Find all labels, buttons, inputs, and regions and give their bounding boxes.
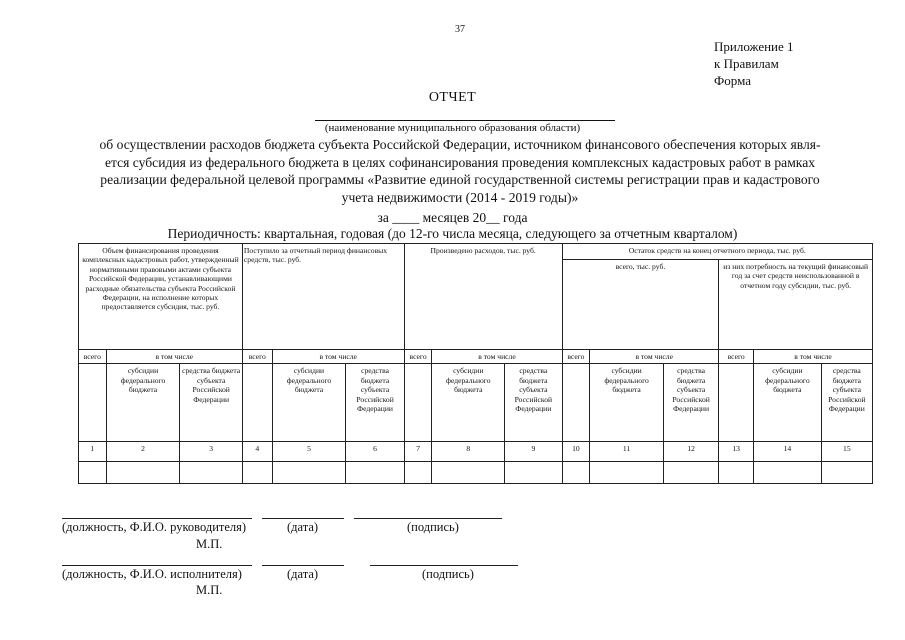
head-stamp: М.П. [196, 537, 223, 551]
data-cell[interactable] [562, 462, 590, 484]
empty-cell [404, 364, 432, 442]
executor-date-caption: (дата) [287, 567, 319, 581]
data-cell[interactable] [79, 462, 107, 484]
header-financing-volume: Объем финансирования проведения комплексных кадастровых работ, утвержденный нормативными правовыми актами субъекта Российской Федерации, устанавливающими расходные обязательства субъекта Российской Федерации, на исполнение которых предоставляется субсидия, тыс. руб. [79, 244, 243, 350]
subsidy-federal-header: субсидии федерального бюджета [106, 364, 180, 442]
signature-line-role [62, 518, 252, 519]
header-received-funds: Поступило за отчетный период финансовых средств, тыс. руб. [242, 244, 404, 350]
data-cell[interactable] [821, 462, 872, 484]
periodicity: Периодичность: квартальная, годовая (до 12-го числа месяца, следующего за отчетным кварталом) [167, 226, 738, 241]
data-cell[interactable] [663, 462, 718, 484]
name-caption: (наименование муниципального образования области) [324, 122, 581, 134]
header-expenses: Произведено расходов, тыс. руб. [404, 244, 562, 350]
total-header: всего [719, 350, 754, 364]
column-number: 13 [719, 442, 754, 462]
appendix-line-3: Форма [714, 73, 751, 88]
column-number: 1 [79, 442, 107, 462]
empty-cell [242, 364, 272, 442]
column-number: 6 [346, 442, 404, 462]
column-number: 5 [272, 442, 346, 462]
column-number: 10 [562, 442, 590, 462]
header-balance-total: всего, тыс. руб. [562, 260, 719, 350]
signature-line-date [262, 565, 344, 566]
executor-stamp: М.П. [196, 583, 223, 597]
including-header: в том числе [106, 350, 242, 364]
including-header: в том числе [754, 350, 873, 364]
head-date-caption: (дата) [287, 520, 319, 534]
column-number: 4 [242, 442, 272, 462]
empty-cell [562, 364, 590, 442]
name-underline [315, 120, 615, 121]
signature-line-sign [354, 518, 502, 519]
column-number-row [79, 442, 873, 462]
body-line-4: учета недвижимости (2014 - 2019 годы)» [341, 189, 579, 205]
regional-budget-header: средства бюджета субъекта Российской Федерации [663, 364, 718, 442]
subsidy-federal-header: субсидии федерального бюджета [272, 364, 346, 442]
column-number: 14 [754, 442, 822, 462]
data-cell[interactable] [719, 462, 754, 484]
total-header: всего [404, 350, 432, 364]
data-cell[interactable] [590, 462, 664, 484]
subsidy-federal-header: субсидии федерального бюджета [754, 364, 822, 442]
data-cell[interactable] [106, 462, 180, 484]
executor-sign-caption: (подпись) [422, 567, 474, 581]
data-cell[interactable] [242, 462, 272, 484]
total-header: всего [562, 350, 590, 364]
column-number: 8 [432, 442, 505, 462]
column-number: 15 [821, 442, 872, 462]
appendix-line-2: к Правилам [714, 56, 779, 71]
regional-budget-header: средства бюджета субъекта Российской Федерации [505, 364, 562, 442]
data-cell[interactable] [180, 462, 243, 484]
appendix-line-1: Приложение 1 [714, 39, 794, 54]
page-number: 37 [455, 24, 465, 35]
total-header: всего [242, 350, 272, 364]
appendix-block [714, 38, 794, 89]
signature-line-sign [370, 565, 518, 566]
data-cell[interactable] [272, 462, 346, 484]
including-header: в том числе [590, 350, 719, 364]
column-number: 7 [404, 442, 432, 462]
data-row [79, 462, 873, 484]
column-number: 12 [663, 442, 718, 462]
report-table [78, 243, 873, 484]
data-cell[interactable] [346, 462, 404, 484]
header-balance: Остаток средств на конец отчетного периода, тыс. руб. [562, 244, 872, 260]
body-line-2: ется субсидия из федерального бюджета в целях софинансирования проведения комплексных кадастровых работ в рамках [104, 154, 816, 170]
data-cell[interactable] [432, 462, 505, 484]
body-line-3: реализации федеральной целевой программы «Развитие единой государственной системы регистрации прав и кадастрового [100, 172, 820, 187]
subsidy-federal-header: субсидии федерального бюджета [432, 364, 505, 442]
data-cell[interactable] [754, 462, 822, 484]
including-header: в том числе [272, 350, 404, 364]
signature-line-date [262, 518, 344, 519]
empty-cell [719, 364, 754, 442]
data-cell[interactable] [505, 462, 562, 484]
report-description [60, 136, 860, 206]
data-cell[interactable] [404, 462, 432, 484]
head-role-caption: (должность, Ф.И.О. руководителя) [62, 520, 247, 534]
head-sign-caption: (подпись) [407, 520, 459, 534]
regional-budget-header: средства бюджета субъекта Российской Федерации [821, 364, 872, 442]
report-period: за ____ месяцев 20__ года [377, 210, 528, 225]
signature-line-role [62, 565, 252, 566]
document-title: ОТЧЕТ [428, 90, 477, 105]
column-number: 2 [106, 442, 180, 462]
column-number: 3 [180, 442, 243, 462]
regional-budget-header: средства бюджета субъекта Российской Федерации [346, 364, 404, 442]
executor-role-caption: (должность, Ф.И.О. исполнителя) [62, 567, 242, 581]
column-number: 9 [505, 442, 562, 462]
header-balance-need: из них потребность на текущий финансовый год за счет средств неиспользованной в отчетном году субсидии, тыс. руб. [719, 260, 873, 350]
column-number: 11 [590, 442, 664, 462]
total-header: всего [79, 350, 107, 364]
body-line-1: об осуществлении расходов бюджета субъекта Российской Федерации, источником финансового обеспечения которых явля- [99, 137, 821, 152]
including-header: в том числе [432, 350, 562, 364]
regional-budget-header: средства бюджета субъекта Российской Федерации [180, 364, 243, 442]
empty-cell [79, 364, 107, 442]
subsidy-federal-header: субсидии федерального бюджета [590, 364, 664, 442]
